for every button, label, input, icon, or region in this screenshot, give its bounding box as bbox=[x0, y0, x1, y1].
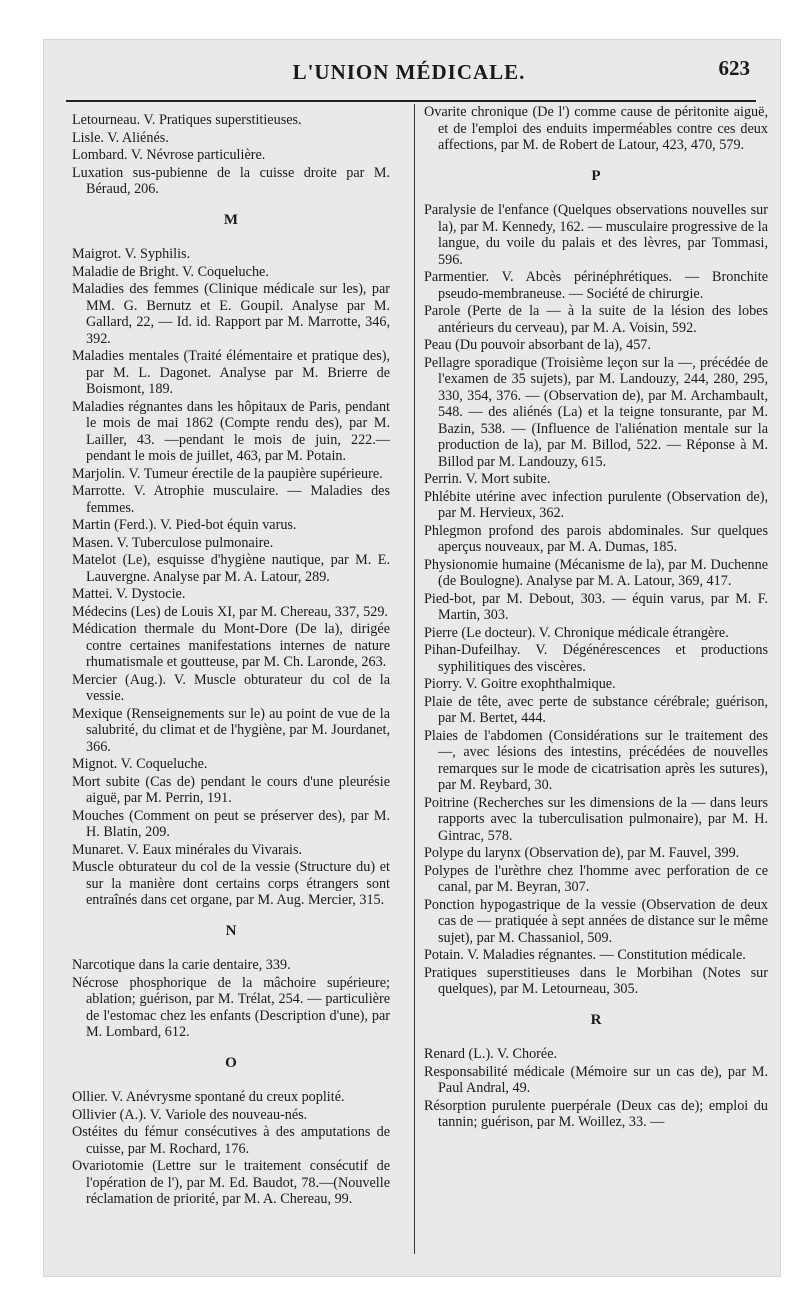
index-entry: Ponction hypogastrique de la vessie (Observation de deux cas de — pratiquée à sept années de distance sur le même sujet), par M. Chassaniol, 509. bbox=[424, 896, 768, 946]
index-entry: Médecins (Les) de Louis XI, par M. Chereau, 337, 529. bbox=[72, 603, 388, 620]
index-entry: Pierre (Le docteur). V. Chronique médicale étrangère. bbox=[424, 624, 729, 641]
index-entry: Résorption purulente puerpérale (Deux cas de); emploi du tannin; guérison, par M. Woillez, 33. — bbox=[424, 1097, 768, 1130]
index-entry: Mattei. V. Dystocie. bbox=[72, 586, 186, 602]
right-column bbox=[424, 104, 768, 1132]
index-entry: Maigrot. V. Syphilis. bbox=[72, 246, 191, 262]
index-entry: Physionomie humaine (Mécanisme de la), par M. Duchenne (de Boulogne). Analyse par M. A. Latour, 369, 417. bbox=[424, 556, 768, 589]
index-entry: Phlegmon profond des parois abdominales. Sur quelques aperçus nouveaux, par M. A. Dumas, 185. bbox=[424, 522, 768, 555]
page-number: 623 bbox=[718, 56, 750, 80]
index-entry: Marjolin. V. Tumeur érectile de la paupière supérieure. bbox=[72, 465, 383, 482]
index-entry: Luxation sus-pubienne de la cuisse droite par M. Béraud, 206. bbox=[72, 164, 390, 197]
left-column bbox=[72, 112, 390, 1209]
index-entry: Responsabilité médicale (Mémoire sur un cas de), par M. Paul Andral, 49. bbox=[424, 1063, 768, 1096]
index-entry: Mercier (Aug.). V. Muscle obturateur du col de la vessie. bbox=[72, 671, 390, 704]
index-entry: Polype du larynx (Observation de), par M. Fauvel, 399. bbox=[424, 845, 740, 861]
index-entry: Muscle obturateur du col de la vessie (Structure du) et sur la manière dont certains corps étrangers sont entraînés dans cet organe, par M. Aug. Mercier, 315. bbox=[72, 859, 390, 908]
index-entry: Pihan-Dufeilhay. V. Dégénérescences et productions syphilitiques des viscères. bbox=[424, 642, 768, 675]
column-divider bbox=[414, 104, 415, 1254]
index-entry: Mignot. V. Coqueluche. bbox=[72, 756, 208, 772]
index-entry: Matelot (Le), esquisse d'hygiène nautique, par M. E. Lauvergne. Analyse par M. A. Latour, 289. bbox=[72, 552, 390, 585]
index-entry: Phlébite utérine avec infection purulente (Observation de), par M. Hervieux, 362. bbox=[424, 488, 768, 521]
section-letter: O bbox=[225, 1054, 237, 1071]
index-entry: Marrotte. V. Atrophie musculaire. — Maladies des femmes. bbox=[72, 483, 390, 516]
index-entry: Masen. V. Tuberculose pulmonaire. bbox=[72, 534, 274, 551]
section-letter: M bbox=[223, 211, 239, 228]
section-letter: N bbox=[225, 922, 237, 939]
section-letter: R bbox=[590, 1011, 602, 1028]
index-entry: Pied-bot, par M. Debout, 303. — équin varus, par M. F. Martin, 303. bbox=[424, 590, 768, 623]
index-entry: Narcotique dans la carie dentaire, 339. bbox=[72, 957, 291, 973]
index-entry: Pratiques superstitieuses dans le Morbihan (Notes sur quelques), par M. Letourneau, 305. bbox=[424, 964, 768, 997]
index-entry: Perrin. V. Mort subite. bbox=[424, 471, 551, 487]
index-entry: Peau (Du pouvoir absorbant de la), 457. bbox=[424, 337, 651, 353]
index-entry: Polypes de l'urèthre chez l'homme avec perforation de ce canal, par M. Beyran, 307. bbox=[424, 862, 768, 895]
index-entry: Maladies mentales (Traité élémentaire et pratique des), par M. L. Dagonet. Analyse par M. Brierre de Boismont, 189. bbox=[72, 348, 390, 397]
index-entry: Ovariotomie (Lettre sur le traitement consécutif de l'opération de l'), par M. Ed. Baudot, 78.—(Nouvelle réclamation de priorité, par M. A. Chereau, 99. bbox=[72, 1158, 390, 1207]
index-entry: Médication thermale du Mont-Dore (De la), dirigée contre certaines manifestations internes de nature rhumatismale et goutteuse, par M. Ch. Laronde, 263. bbox=[72, 621, 390, 670]
index-entry: Piorry. V. Goitre exophthalmique. bbox=[424, 676, 616, 692]
running-title: L'UNION MÉDICALE. bbox=[292, 60, 526, 84]
index-entry: Ollier. V. Anévrysme spontané du creux poplité. bbox=[72, 1089, 345, 1105]
index-entry: Mort subite (Cas de) pendant le cours d'une pleurésie aiguë, par M. Perrin, 191. bbox=[72, 773, 390, 806]
index-entry: Nécrose phosphorique de la mâchoire supérieure; ablation; guérison, par M. Trélat, 254. — particulière de l'estomac chez les enfants (Description d'une), par M. Lombard, 612. bbox=[72, 974, 390, 1040]
index-entry: Maladies des femmes (Clinique médicale sur les), par MM. G. Bernutz et E. Goupil. Analyse par M. Gallard, 22, — Id. id. Rapport par M. Marrotte, 346, 392. bbox=[72, 281, 390, 347]
index-entry: Munaret. V. Eaux minérales du Vivarais. bbox=[72, 841, 303, 858]
index-entry: Ostéites du fémur consécutives à des amputations de cuisse, par M. Rochard, 176. bbox=[72, 1124, 390, 1157]
index-entry: Poitrine (Recherches sur les dimensions de la — dans leurs rapports avec la tuberculisation pulmonaire), par M. H. Gintrac, 578. bbox=[424, 794, 768, 844]
index-entry: Maladies régnantes dans les hôpitaux de Paris, pendant le mois de mai 1862 (Compte rendu des), par M. Lailler, 43. —pendant le mois de juin, 222.— pendant le mois de juillet, 463, par M. Potain. bbox=[72, 398, 390, 464]
index-entry: Maladie de Bright. V. Coqueluche. bbox=[72, 263, 269, 280]
index-entry: Parole (Perte de la — à la suite de la lésion des lobes antérieurs du cerveau), par M. A. Voisin, 592. bbox=[424, 303, 768, 336]
index-entry: Martin (Ferd.). V. Pied-bot équin varus. bbox=[72, 517, 297, 533]
index-entry: Lisle. V. Aliénés. bbox=[72, 129, 169, 146]
index-entry: Plaie de tête, avec perte de substance cérébrale; guérison, par M. Bertet, 444. bbox=[424, 693, 768, 726]
index-entry: Pellagre sporadique (Troisième leçon sur la —, précédée de l'examen de 35 sujets), par M. Landouzy, 244, 280, 295, 330, 354, 376. — (Observation de), par M. Archambault, 548. — des aliénés (La) et la teigne tonsurante, par M. Bazin, 538. — (Influence de l'aliénation mentale sur la production de la), par M. Billod, 522. — Réponse à M. Billod par M. Landouzy, 615. bbox=[424, 354, 768, 470]
index-entry: Ovarite chronique (De l') comme cause de péritonite aiguë, et de l'emploi des enduits imperméables contre ces deux affections, par M. de Robert de Latour, 423, 470, 579. bbox=[424, 104, 768, 153]
index-entry: Ollivier (A.). V. Variole des nouveau-nés. bbox=[72, 1106, 308, 1123]
index-entry: Lombard. V. Névrose particulière. bbox=[72, 147, 266, 163]
index-entry: Potain. V. Maladies régnantes. — Constitution médicale. bbox=[424, 947, 746, 963]
index-entry: Mouches (Comment on peut se préserver des), par M. H. Blatin, 209. bbox=[72, 807, 390, 840]
index-entry: Plaies de l'abdomen (Considérations sur le traitement des —, avec lésions des intestins, précédées de nouvelles remarques sur le mode de cicatrisation après les sutures), par M. Reybard, 30. bbox=[424, 727, 768, 793]
index-entry: Mexique (Renseignements sur le) au point de vue de la salubrité, du climat et de l'hygiène, par M. Jourdanet, 366. bbox=[72, 705, 390, 755]
header-rule bbox=[66, 100, 756, 102]
index-entry: Paralysie de l'enfance (Quelques observations nouvelles sur la), par M. Kennedy, 162. — musculaire progressive de la langue, du voile du palais et des lèvres, par Tommasi, 596. bbox=[424, 202, 768, 268]
index-entry: Parmentier. V. Abcès périnéphrétiques. — Bronchite pseudo-membraneuse. — Société de chirurgie. bbox=[424, 269, 768, 302]
page-header bbox=[64, 54, 754, 88]
section-letter: P bbox=[591, 167, 601, 184]
index-entry: Renard (L.). V. Chorée. bbox=[424, 1046, 558, 1062]
index-entry: Letourneau. V. Pratiques superstitieuses. bbox=[72, 112, 302, 128]
